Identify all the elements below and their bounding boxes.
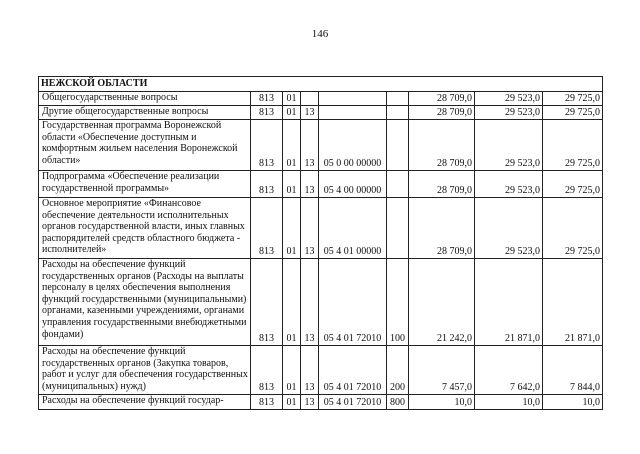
subsection-code: 13 xyxy=(301,171,319,198)
ministry-code: 813 xyxy=(251,92,283,106)
ministry-code: 813 xyxy=(251,120,283,171)
target-code: 05 4 01 72010 xyxy=(319,346,387,395)
ministry-code: 813 xyxy=(251,346,283,395)
table-row xyxy=(39,120,603,171)
ministry-code: 813 xyxy=(251,106,283,120)
row-name: Подпрограмма «Обеспечение реализации государственной программы» xyxy=(39,171,251,198)
amount-year-1: 28 709,0 xyxy=(409,198,475,259)
table-row xyxy=(39,198,603,259)
amount-year-1: 28 709,0 xyxy=(409,120,475,171)
amount-year-1: 28 709,0 xyxy=(409,92,475,106)
expense-code xyxy=(387,171,409,198)
subsection-code: 13 xyxy=(301,120,319,171)
table-row xyxy=(39,346,603,395)
subsection-code: 13 xyxy=(301,198,319,259)
amount-year-3: 29 725,0 xyxy=(543,198,603,259)
amount-year-3: 21 871,0 xyxy=(543,259,603,346)
expense-code: 200 xyxy=(387,346,409,395)
amount-year-2: 21 871,0 xyxy=(475,259,543,346)
section-code: 01 xyxy=(283,395,301,410)
amount-year-1: 28 709,0 xyxy=(409,106,475,120)
section-code: 01 xyxy=(283,198,301,259)
amount-year-3: 29 725,0 xyxy=(543,120,603,171)
expense-code xyxy=(387,92,409,106)
region-header: НЕЖСКОЙ ОБЛАСТИ xyxy=(39,77,603,92)
row-name: Основное мероприятие «Финансовое обеспечение деятельности исполнительных органов государственной власти, иных главных распорядителей средств областного бюджета - исполнителей» xyxy=(39,198,251,259)
amount-year-3: 7 844,0 xyxy=(543,346,603,395)
ministry-code: 813 xyxy=(251,198,283,259)
expense-code: 100 xyxy=(387,259,409,346)
table-row xyxy=(39,259,603,346)
table-row xyxy=(39,395,603,410)
target-code: 05 4 01 72010 xyxy=(319,259,387,346)
section-code: 01 xyxy=(283,106,301,120)
ministry-code: 813 xyxy=(251,395,283,410)
amount-year-2: 29 523,0 xyxy=(475,106,543,120)
budget-table xyxy=(38,76,603,410)
subsection-code: 13 xyxy=(301,395,319,410)
target-code: 05 4 01 00000 xyxy=(319,198,387,259)
subsection-code xyxy=(301,92,319,106)
target-code: 05 4 00 00000 xyxy=(319,171,387,198)
amount-year-3: 29 725,0 xyxy=(543,92,603,106)
amount-year-1: 10,0 xyxy=(409,395,475,410)
subsection-code: 13 xyxy=(301,259,319,346)
subsection-code: 13 xyxy=(301,346,319,395)
target-code: 05 0 00 00000 xyxy=(319,120,387,171)
target-code xyxy=(319,92,387,106)
section-code: 01 xyxy=(283,171,301,198)
expense-code xyxy=(387,120,409,171)
row-name: Общегосударственные вопросы xyxy=(39,92,251,106)
amount-year-2: 10,0 xyxy=(475,395,543,410)
table-header-row xyxy=(39,77,603,92)
subsection-code: 13 xyxy=(301,106,319,120)
row-name: Другие общегосударственные вопросы xyxy=(39,106,251,120)
target-code xyxy=(319,106,387,120)
row-name: Расходы на обеспечение функций государ- xyxy=(39,395,251,410)
expense-code xyxy=(387,198,409,259)
amount-year-3: 29 725,0 xyxy=(543,106,603,120)
amount-year-2: 7 642,0 xyxy=(475,346,543,395)
table-row xyxy=(39,92,603,106)
amount-year-1: 21 242,0 xyxy=(409,259,475,346)
amount-year-2: 29 523,0 xyxy=(475,120,543,171)
section-code: 01 xyxy=(283,346,301,395)
target-code: 05 4 01 72010 xyxy=(319,395,387,410)
expense-code xyxy=(387,106,409,120)
amount-year-2: 29 523,0 xyxy=(475,198,543,259)
ministry-code: 813 xyxy=(251,259,283,346)
section-code: 01 xyxy=(283,92,301,106)
amount-year-3: 29 725,0 xyxy=(543,171,603,198)
section-code: 01 xyxy=(283,259,301,346)
amount-year-1: 28 709,0 xyxy=(409,171,475,198)
row-name: Государственная программа Воронежской области «Обеспечение доступным и комфортным жильем населения Воронежской области» xyxy=(39,120,251,171)
amount-year-2: 29 523,0 xyxy=(475,171,543,198)
section-code: 01 xyxy=(283,120,301,171)
amount-year-3: 10,0 xyxy=(543,395,603,410)
ministry-code: 813 xyxy=(251,171,283,198)
table-row xyxy=(39,171,603,198)
row-name: Расходы на обеспечение функций государственных органов (Расходы на выплаты персоналу в целях обеспечения выполнения функций государственными (муниципальными) органами, казенными учреждениями, органами управления государственными внебюджетными фондами) xyxy=(39,259,251,346)
row-name: Расходы на обеспечение функций государственных органов (Закупка товаров, работ и услуг для обеспечения государственных (муниципальных) нужд) xyxy=(39,346,251,395)
page-number: 146 xyxy=(311,28,329,40)
table-row xyxy=(39,106,603,120)
amount-year-2: 29 523,0 xyxy=(475,92,543,106)
amount-year-1: 7 457,0 xyxy=(409,346,475,395)
expense-code: 800 xyxy=(387,395,409,410)
